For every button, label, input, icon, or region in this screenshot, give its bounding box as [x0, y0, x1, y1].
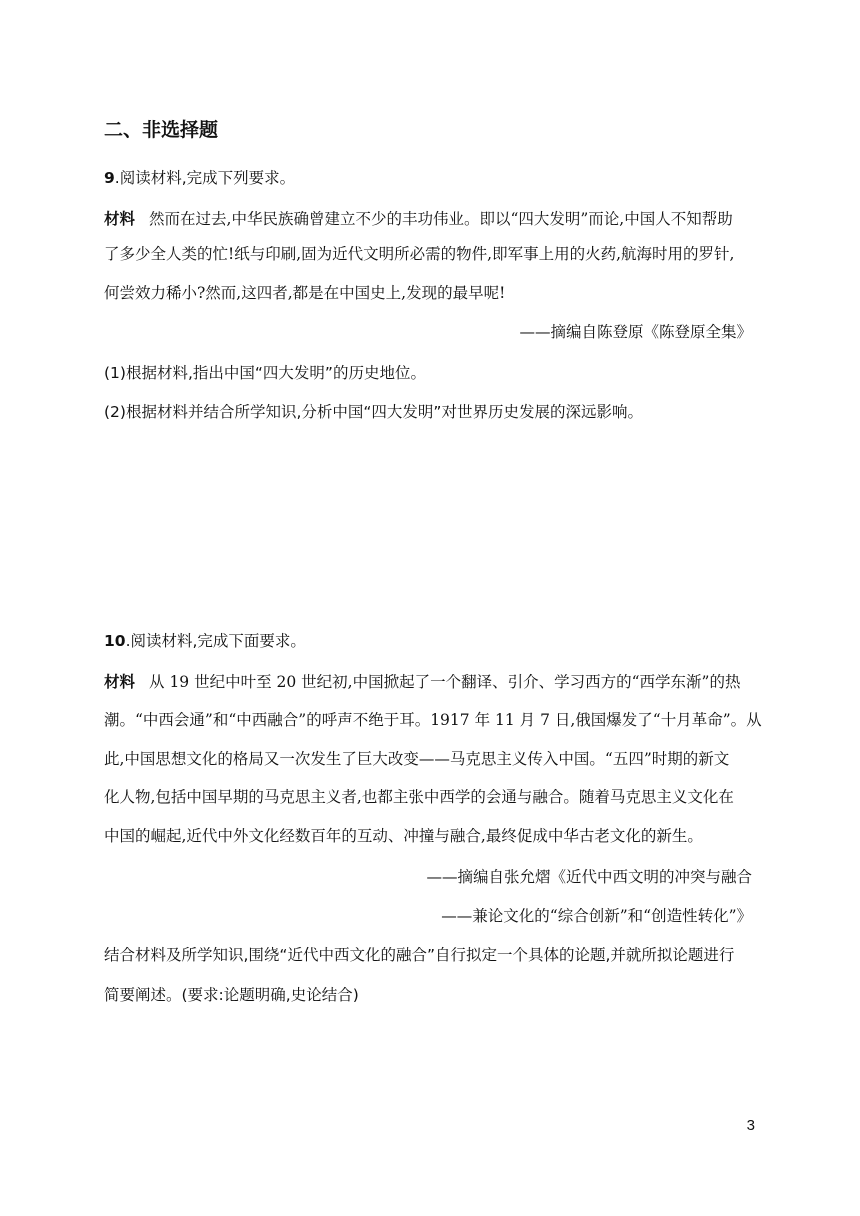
q9-number: 9 — [104, 169, 115, 187]
q10-material-line-1 — [104, 672, 740, 692]
q10-material-line-2: 潮。“中西会通”和“中西融合”的呼声不绝于耳。1917 年 11 月 7 日,俄国爆发了“十月革命”。从 — [104, 711, 762, 729]
q10-prompt — [104, 631, 306, 651]
q10-material-line-3: 此,中国思想文化的格局又一次发生了巨大改变——马克思主义传入中国。“五四”时期的新文 — [104, 750, 730, 768]
q9-prompt-text: .阅读材料,完成下列要求。 — [114, 169, 296, 187]
q10-task-line-1: 结合材料及所学知识,围绕“近代中西文化的融合”自行拟定一个具体的论题,并就所拟论题进行 — [104, 946, 735, 964]
q10-material-text-1: 从 19 世纪中叶至 20 世纪初,中国掀起了一个翻译、引介、学习西方的“西学东渐”的热 — [149, 673, 741, 691]
section-title: 二、非选择题 — [104, 119, 219, 141]
q10-prompt-text: .阅读材料,完成下面要求。 — [125, 632, 306, 650]
q10-number: 10 — [104, 632, 126, 650]
q10-task-line-2: 简要阐述。(要求:论题明确,史论结合) — [104, 986, 359, 1004]
q10-material-line-5: 中国的崛起,近代中外文化经数百年的互动、冲撞与融合,最终促成中华古老文化的新生。 — [104, 827, 703, 845]
q9-source: ——摘编自陈登原《陈登原全集》 — [519, 323, 752, 341]
q9-material-label: 材料 — [104, 210, 136, 228]
q9-sub1: (1)根据材料,指出中国“四大发明”的历史地位。 — [104, 364, 426, 382]
q9-material-line-2: 了多少全人类的忙!纸与印刷,固为近代文明所必需的物件,即军事上用的火药,航海时用的罗针, — [104, 245, 735, 263]
page-number: 3 — [746, 1117, 755, 1134]
q10-material-label: 材料 — [104, 673, 136, 691]
q9-material-text-1: 然而在过去,中华民族确曾建立不少的丰功伟业。即以“四大发明”而论,中国人不知帮助 — [149, 210, 733, 228]
q9-material-line-3: 何尝效力稀小?然而,这四者,都是在中国史上,发现的最早呢! — [104, 284, 506, 302]
q10-material-line-4: 化人物,包括中国早期的马克思主义者,也都主张中西学的会通与融合。随着马克思主义文化在 — [104, 788, 734, 806]
q9-sub2: (2)根据材料并结合所学知识,分析中国“四大发明”对世界历史发展的深远影响。 — [104, 403, 643, 421]
q9-prompt — [104, 168, 295, 188]
q10-source-line-2: ——兼论文化的“综合创新”和“创造性转化”》 — [441, 907, 752, 925]
q9-material-line-1 — [104, 209, 733, 229]
q10-source-line-1: ——摘编自张允熠《近代中西文明的冲突与融合 — [426, 868, 752, 886]
